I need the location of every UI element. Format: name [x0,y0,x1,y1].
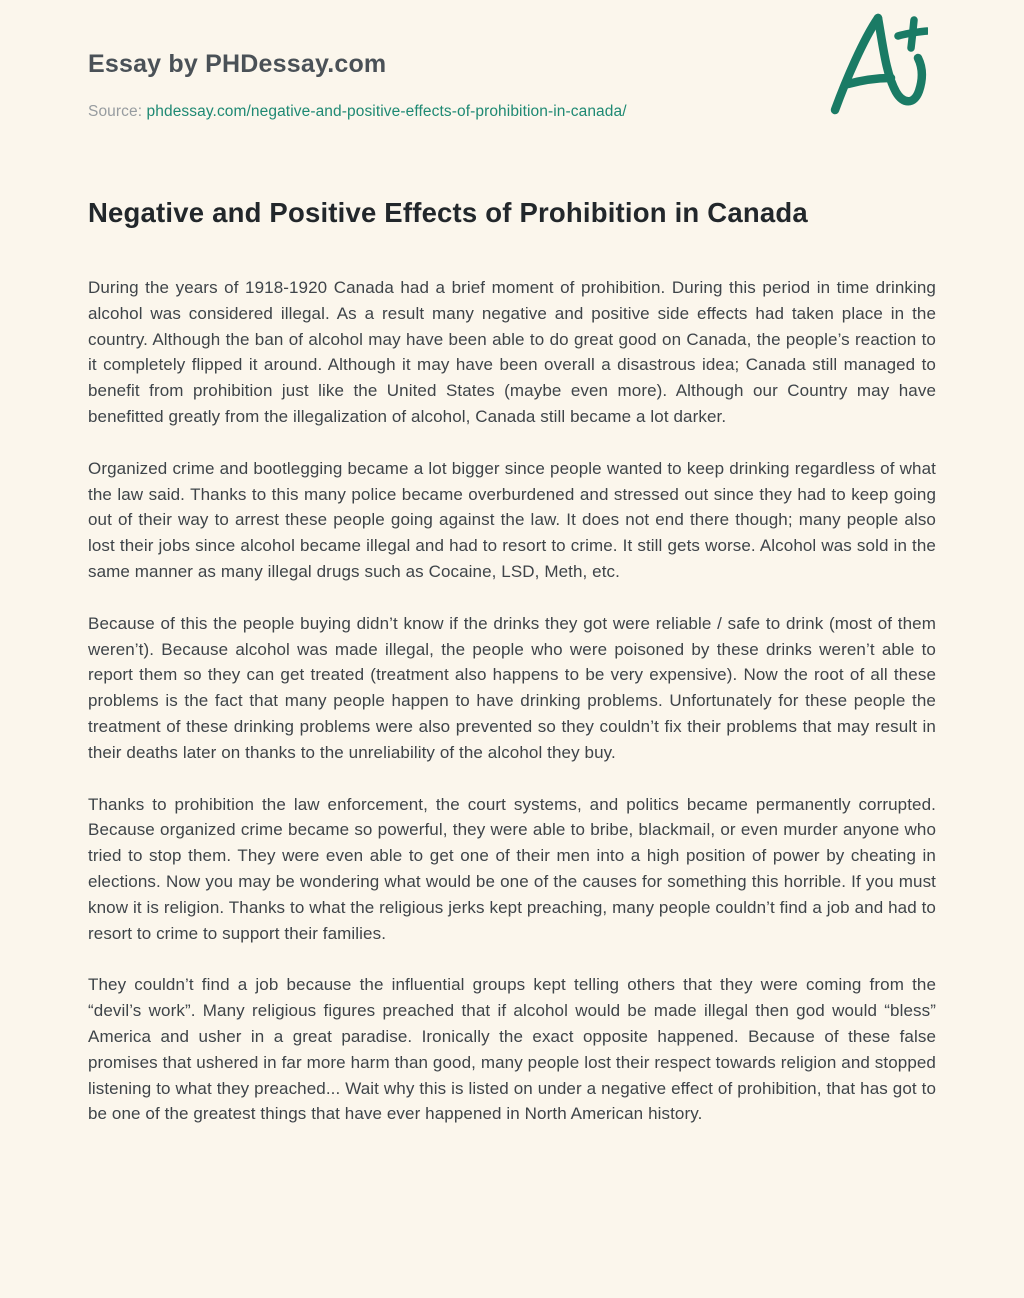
source-url-link[interactable]: phdessay.com/negative-and-positive-effects-of-prohibition-in-canada/ [146,103,627,120]
essay-paragraph: They couldn’t find a job because the influential groups kept telling others that they were coming from the “devil’s work”. Many religious figures preached that if alcohol would be made illegal then god would “bless” America and usher in a great paradise. Ironically the exact opposite happened. Because of these false promises that ushered in far more harm than good, many people lost their respect towards religion and stopped listening to what they preached... Wait why this is listed on under a negative effect of prohibition, that has got to be one of the greatest things that have ever happened in North American history. [88,975,936,1124]
essay-paragraph: Thanks to prohibition the law enforcement, the court systems, and politics became permanently corrupted. Because organized crime became so powerful, they were able to bribe, blackmail, or even murder anyone who tried to stop them. They were even able to get one of their men into a high position of power by cheating in elections. Now you may be wondering what would be one of the causes for something this horrible. If you must know it is religion. Thanks to what the religious jerks kept preaching, many people couldn’t find a job and had to resort to crime to support their families. [88,794,936,943]
essay-title: Negative and Positive Effects of Prohibition in Canada [88,197,808,228]
essay-paragraph: During the years of 1918-1920 Canada had a brief moment of prohibition. During this period in time drinking alcohol was considered illegal. As a result many negative and positive side effects had taken place in the country. Although the ban of alcohol may have been able to do great good on Canada, the people’s reaction to it completely flipped it around. Although it may have been overall a disastrous idea; Canada still managed to benefit from prohibition just like the United States (maybe even more). Although our Country may have benefitted greatly from the illegalization of alcohol, Canada still became a lot darker. [88,278,936,426]
page-header [88,0,936,121]
a-plus-logo-icon [828,8,928,118]
essay-body [88,275,936,1127]
essay-paragraph: Organized crime and bootlegging became a lot bigger since people wanted to keep drinking regardless of what the law said. Thanks to this many police became overburdened and stressed out since they had to keep going out of their way to arrest these people going against the law. It does not end there though; many people also lost their jobs since alcohol became illegal and had to resort to crime. It still gets worse. Alcohol was sold in the same manner as many illegal drugs such as Cocaine, LSD, Meth, etc. [88,458,936,581]
site-title: Essay by PHDessay.com [88,50,387,78]
source-line [88,103,936,121]
source-label: Source: [88,103,147,120]
essay-paragraph: Because of this the people buying didn’t know if the drinks they got were reliable / safe to drink (most of them weren’t). Because alcohol was made illegal, the people who were poisoned by these drinks weren’t able to report them so they can get treated (treatment also happens to be very expensive). Now the root of all these problems is the fact that many people happen to have drinking problems. Unfortunately for these people the treatment of these drinking problems were also prevented so they couldn’t fix their problems that may result in their deaths later on thanks to the unreliability of the alcohol they buy. [88,613,936,762]
